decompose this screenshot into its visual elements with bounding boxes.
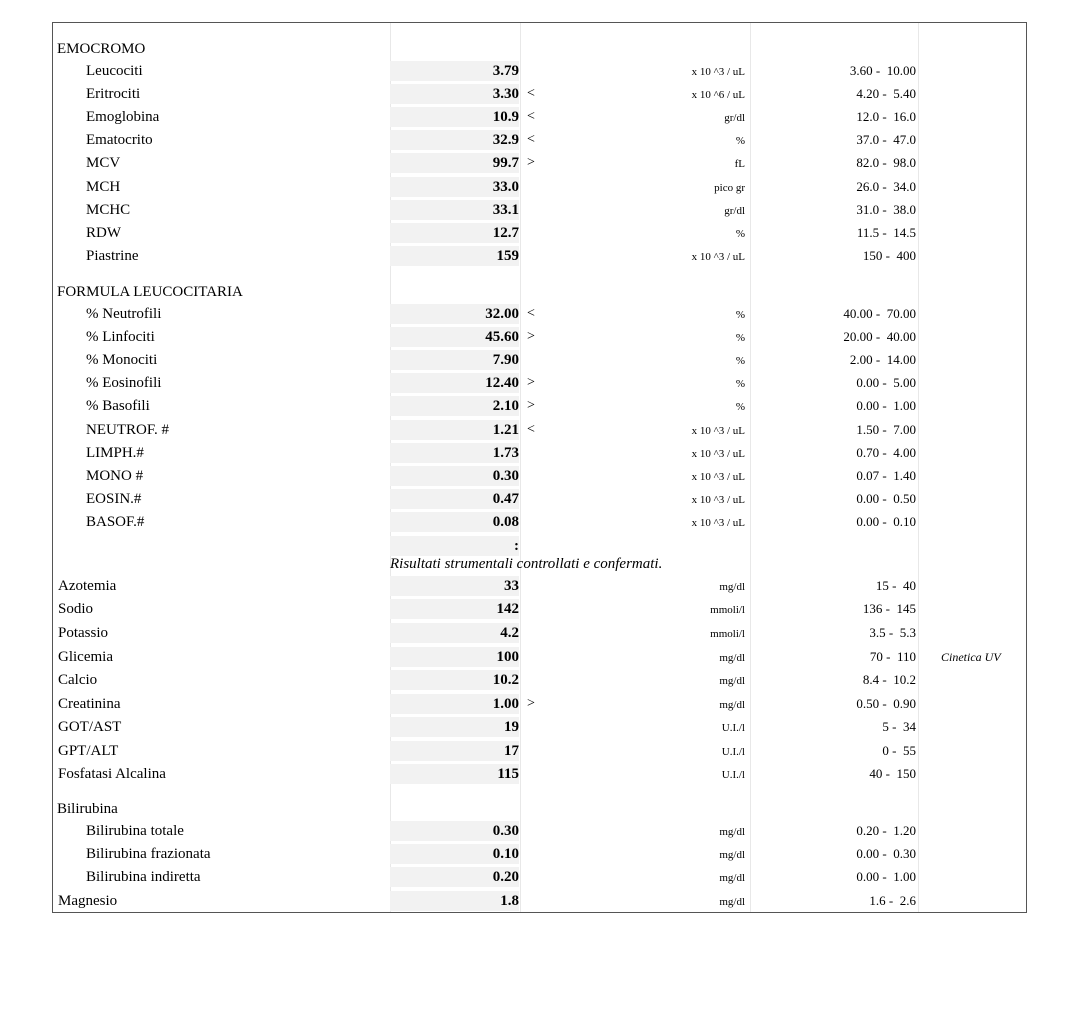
- test-name: GPT/ALT: [58, 743, 119, 759]
- table-row: [53, 646, 1026, 668]
- reference-range: 0.07 - 1.40: [856, 467, 916, 483]
- test-unit: fL: [734, 158, 745, 171]
- test-unit: mg/dl: [719, 581, 745, 593]
- table-row: [53, 176, 1026, 198]
- reference-range: 0.50 - 0.90: [856, 696, 916, 711]
- test-name: Bilirubina indiretta: [86, 869, 201, 885]
- reference-range: 40.00 - 70.00: [843, 306, 916, 321]
- reference-range: 31.0 - 38.0: [856, 201, 916, 217]
- test-unit: mg/dl: [719, 872, 745, 884]
- reference-range: 1.6 - 2.6: [869, 893, 916, 908]
- reference-range: 0.00 - 5.00: [856, 375, 916, 391]
- reference-range: 0.00 - 0.30: [856, 846, 916, 861]
- reference-range: 20.00 - 40.00: [843, 329, 916, 345]
- reference-range: 8.4 - 10.2: [862, 672, 916, 687]
- test-name: % Basofili: [86, 398, 150, 415]
- test-unit: U.I./l: [721, 722, 745, 734]
- reference-range: 0.00 - 1.00: [856, 869, 916, 884]
- test-name: Glicemia: [58, 649, 113, 665]
- test-value: 1.21: [390, 420, 519, 440]
- test-name: Eritrociti: [86, 86, 141, 103]
- test-name: RDW: [86, 224, 121, 241]
- reference-range: 15 - 40: [875, 578, 916, 593]
- reference-range: 3.60 - 10.00: [849, 63, 916, 78]
- test-unit: %: [735, 135, 745, 148]
- abnormal-flag: >: [527, 398, 535, 414]
- table-row: [53, 820, 1026, 842]
- test-name: Magnesio: [58, 893, 118, 909]
- test-unit: mg/dl: [719, 675, 745, 687]
- table-row: [53, 152, 1026, 174]
- test-unit: U.I./l: [721, 746, 745, 758]
- table-row: [53, 890, 1026, 912]
- reference-range: 3.5 - 5.3: [869, 625, 916, 640]
- table-row: [53, 763, 1026, 785]
- test-unit: %: [735, 355, 745, 368]
- table-row: [53, 303, 1026, 325]
- abnormal-flag: >: [527, 375, 535, 391]
- test-unit: gr/dl: [724, 204, 745, 217]
- table-row: [53, 622, 1026, 644]
- test-name: Bilirubina totale: [86, 823, 184, 839]
- table-row: [53, 442, 1026, 464]
- test-unit: x 10 ^3 / uL: [691, 66, 745, 78]
- colon-cell: :: [390, 536, 519, 556]
- reference-range: 150 - 400: [862, 247, 916, 263]
- test-name: % Eosinofili: [86, 375, 162, 392]
- test-name: % Neutrofili: [86, 306, 162, 322]
- test-value: 17: [390, 741, 519, 761]
- test-value: 99.7: [390, 153, 519, 173]
- table-row: [53, 222, 1026, 244]
- reference-range: 136 - 145: [862, 601, 916, 616]
- reference-range: 82.0 - 98.0: [856, 155, 916, 171]
- abnormal-flag: <: [527, 306, 535, 321]
- reference-range: 0.20 - 1.20: [856, 823, 916, 838]
- test-unit: mmoli/l: [710, 628, 745, 640]
- test-value: 0.30: [390, 821, 519, 841]
- test-name: Bilirubina frazionata: [86, 846, 211, 862]
- test-unit: x 10 ^3 / uL: [691, 447, 745, 460]
- test-value: 115: [390, 764, 519, 784]
- reference-range: 0.00 - 1.00: [856, 398, 916, 414]
- table-row: [53, 740, 1026, 762]
- reference-range: 1.50 - 7.00: [856, 421, 916, 437]
- test-name: Emoglobina: [86, 109, 160, 126]
- test-name: Sodio: [58, 601, 94, 617]
- test-name: Ematocrito: [86, 132, 153, 149]
- table-row: [53, 419, 1026, 441]
- test-name: Creatinina: [58, 696, 121, 712]
- test-value: 1.8: [390, 891, 519, 911]
- section-bilirubina: Bilirubina: [57, 801, 118, 817]
- table-row: [53, 511, 1026, 533]
- test-unit: x 10 ^3 / uL: [691, 516, 745, 529]
- test-value: 0.30: [390, 466, 519, 486]
- reference-range: 0.70 - 4.00: [856, 444, 916, 460]
- table-row: [53, 598, 1026, 620]
- reference-range: 0 - 55: [882, 743, 916, 758]
- test-name: MONO #: [86, 467, 144, 484]
- test-name: MCV: [86, 155, 121, 172]
- test-unit: x 10 ^3 / uL: [691, 470, 745, 483]
- test-name: MCH: [86, 178, 121, 195]
- test-unit: mmoli/l: [710, 604, 745, 616]
- test-name: Piastrine: [86, 247, 139, 264]
- table-row: [53, 395, 1026, 417]
- abnormal-flag: <: [527, 109, 535, 125]
- test-unit: %: [735, 332, 745, 345]
- method-note: Cinetica UV: [941, 650, 1001, 664]
- test-name: NEUTROF. #: [86, 421, 169, 438]
- test-value: 0.08: [390, 512, 519, 532]
- test-unit: gr/dl: [724, 112, 745, 125]
- abnormal-flag: >: [527, 696, 535, 711]
- test-name: Fosfatasi Alcalina: [58, 766, 166, 782]
- test-name: EOSIN.#: [86, 490, 142, 507]
- reference-range: 5 - 34: [882, 719, 916, 734]
- test-unit: mg/dl: [719, 652, 745, 664]
- table-row: [53, 326, 1026, 348]
- test-value: 0.20: [390, 867, 519, 887]
- verification-note: Risultati strumentali controllati e confermati.: [390, 556, 663, 572]
- section-emocromo: EMOCROMO: [57, 41, 146, 57]
- test-value: 45.60: [390, 327, 519, 347]
- test-value: 0.47: [390, 489, 519, 509]
- test-unit: x 10 ^6 / uL: [691, 89, 745, 102]
- test-name: Potassio: [58, 625, 109, 641]
- test-value: 0.10: [390, 844, 519, 864]
- table-row: [53, 716, 1026, 738]
- test-value: 4.2: [390, 623, 519, 643]
- table-row: [53, 83, 1026, 105]
- table-row: [53, 60, 1026, 82]
- test-name: BASOF.#: [86, 513, 145, 530]
- abnormal-flag: >: [527, 155, 535, 171]
- reference-range: 26.0 - 34.0: [856, 178, 916, 194]
- test-value: 142: [390, 599, 519, 619]
- reference-range: 0.00 - 0.10: [856, 513, 916, 529]
- table-row: [53, 199, 1026, 221]
- test-value: 32.00: [390, 304, 519, 324]
- test-name: % Monociti: [86, 352, 158, 369]
- table-row: [53, 843, 1026, 865]
- test-value: 10.9: [390, 107, 519, 127]
- test-value: 1.00: [390, 694, 519, 714]
- test-unit: x 10 ^3 / uL: [691, 250, 745, 263]
- test-value: 33.0: [390, 177, 519, 197]
- test-value: 12.7: [390, 223, 519, 243]
- table-row: [53, 349, 1026, 371]
- test-value: 7.90: [390, 350, 519, 370]
- test-name: % Linfociti: [86, 329, 155, 346]
- test-value: 2.10: [390, 396, 519, 416]
- reference-range: 40 - 150: [869, 766, 916, 781]
- abnormal-flag: >: [527, 329, 535, 345]
- test-value: 32.9: [390, 130, 519, 150]
- test-unit: %: [735, 309, 745, 321]
- test-unit: %: [735, 401, 745, 414]
- abnormal-flag: <: [527, 421, 535, 437]
- reference-range: 11.5 - 14.5: [856, 224, 916, 240]
- test-unit: U.I./l: [721, 769, 745, 781]
- test-value: 3.30: [390, 84, 519, 104]
- abnormal-flag: <: [527, 132, 535, 148]
- table-row: [53, 669, 1026, 691]
- reference-range: 2.00 - 14.00: [849, 352, 916, 368]
- test-unit: mg/dl: [719, 896, 745, 908]
- test-value: 159: [390, 246, 519, 266]
- test-unit: %: [735, 378, 745, 391]
- reference-range: 4.20 - 5.40: [856, 86, 916, 102]
- test-value: 100: [390, 647, 519, 667]
- test-unit: x 10 ^3 / uL: [691, 493, 745, 506]
- reference-range: 37.0 - 47.0: [856, 132, 916, 148]
- test-name: Calcio: [58, 672, 98, 688]
- table-row: [53, 866, 1026, 888]
- table-row: [53, 129, 1026, 151]
- test-name: MCHC: [86, 201, 131, 218]
- test-value: 33: [390, 576, 519, 596]
- test-value: 12.40: [390, 373, 519, 393]
- reference-range: 12.0 - 16.0: [856, 109, 916, 125]
- test-unit: x 10 ^3 / uL: [691, 424, 745, 437]
- test-value: 3.79: [390, 61, 519, 81]
- test-name: Leucociti: [86, 63, 143, 79]
- test-unit: %: [735, 227, 745, 240]
- table-row: [53, 465, 1026, 487]
- test-value: 10.2: [390, 670, 519, 690]
- table-row: [53, 245, 1026, 267]
- lab-report: [52, 22, 1027, 913]
- table-row: [53, 488, 1026, 510]
- reference-range: 0.00 - 0.50: [856, 490, 916, 506]
- test-unit: mg/dl: [719, 849, 745, 861]
- reference-range: 70 - 110: [869, 649, 916, 664]
- test-value: 33.1: [390, 200, 519, 220]
- table-row: [53, 693, 1026, 715]
- test-value: 19: [390, 717, 519, 737]
- test-value: 1.73: [390, 443, 519, 463]
- test-name: Azotemia: [58, 578, 117, 594]
- test-unit: mg/dl: [719, 699, 745, 711]
- test-unit: pico gr: [714, 181, 745, 194]
- table-row: [53, 575, 1026, 597]
- test-unit: mg/dl: [719, 826, 745, 838]
- table-row: [53, 106, 1026, 128]
- test-name: GOT/AST: [58, 719, 122, 735]
- abnormal-flag: <: [527, 86, 535, 102]
- test-name: LIMPH.#: [86, 444, 144, 461]
- section-formula-leucocitaria: FORMULA LEUCOCITARIA: [57, 284, 243, 300]
- table-row: [53, 372, 1026, 394]
